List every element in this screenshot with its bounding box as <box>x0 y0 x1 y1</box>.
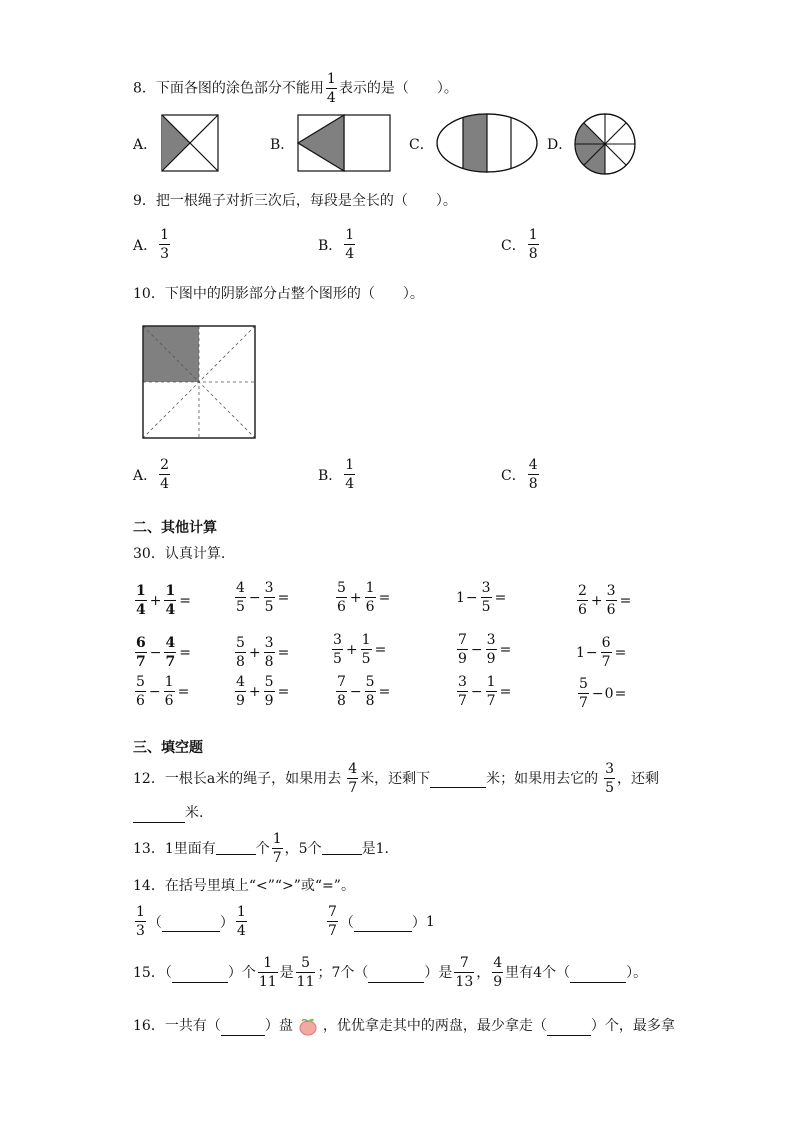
operator: + <box>149 592 162 609</box>
text: 16．一共有（ <box>133 1018 221 1034</box>
fraction-denominator: 8 <box>365 693 375 709</box>
text: 米；如果用去它的 <box>486 770 599 787</box>
calc-r1-c1 <box>133 584 192 617</box>
fraction <box>164 584 176 617</box>
fraction-denominator: 4 <box>236 923 246 939</box>
q10-stem: 10．下图中的阴影部分占整个图形的（ ）。 <box>133 286 424 302</box>
equals-sign: = <box>277 683 290 700</box>
operator: − <box>349 683 362 700</box>
operator: − <box>470 641 483 658</box>
fraction-denominator: 5 <box>605 780 615 796</box>
fraction-numerator: 3 <box>264 635 274 651</box>
option-label: C． <box>501 237 526 254</box>
text: ，还剩 <box>617 770 660 787</box>
option-label: A． <box>133 467 158 484</box>
fraction <box>601 636 612 669</box>
text: 米，还剩下 <box>360 770 431 787</box>
fraction-numerator: 3 <box>605 761 615 777</box>
fraction <box>164 636 176 669</box>
q9-option-a[interactable] <box>133 228 172 261</box>
fraction-denominator: 3 <box>136 923 145 939</box>
calc-r3-c1 <box>133 675 190 708</box>
fraction <box>492 956 503 989</box>
fraction-numerator: 3 <box>481 580 491 596</box>
text: 是1. <box>361 840 389 857</box>
fraction-numerator: 3 <box>264 580 274 596</box>
fraction <box>135 675 146 708</box>
peach-icon <box>297 1016 319 1036</box>
fraction-numerator: 2 <box>578 583 587 599</box>
q8-figure-a <box>161 114 219 172</box>
fraction-denominator: 5 <box>481 599 491 615</box>
fraction <box>159 458 170 491</box>
operator: + <box>248 683 261 700</box>
fraction-denominator: 4 <box>326 90 336 106</box>
q8-option-a-label[interactable]: A． <box>133 137 158 153</box>
calc-r1-c3 <box>334 581 391 614</box>
text: 12．一根长 <box>133 770 207 787</box>
fraction-numerator: 7 <box>458 632 467 648</box>
fraction <box>236 905 247 938</box>
fraction <box>159 228 170 261</box>
q14-compare-right <box>325 905 435 938</box>
text: 15．（ <box>133 964 172 981</box>
fraction <box>365 581 376 614</box>
fraction <box>264 675 275 708</box>
q9-option-b[interactable] <box>318 228 357 261</box>
fraction <box>481 581 492 614</box>
answer-blank[interactable] <box>216 838 256 855</box>
fraction <box>235 636 246 669</box>
q9-option-c[interactable] <box>501 228 541 261</box>
fraction <box>332 633 343 666</box>
fraction <box>454 956 474 989</box>
q10-option-b[interactable] <box>318 458 357 491</box>
fraction <box>361 633 372 666</box>
answer-blank[interactable] <box>322 838 362 855</box>
q8-figure-b <box>297 114 391 172</box>
option-label: B． <box>318 237 343 254</box>
fraction-numerator: 5 <box>136 674 145 690</box>
text: ，优优拿走其中的两盘，最少拿走（ <box>322 1018 547 1034</box>
fraction-denominator: 5 <box>264 599 274 615</box>
fraction <box>528 228 539 261</box>
fraction <box>235 675 246 708</box>
q14-stem: 14．在括号里填上“<”“>”或“=”。 <box>133 878 355 894</box>
text: ）。 <box>626 964 648 981</box>
fraction-numerator: 3 <box>333 632 342 648</box>
section2-title: 二、其他计算 <box>133 520 217 536</box>
paren-right: ） <box>411 914 426 931</box>
text: 米的绳子，如果用去 <box>215 770 342 787</box>
fraction-denominator: 7 <box>579 695 588 711</box>
fraction-denominator: 7 <box>348 780 358 796</box>
fraction <box>528 458 539 491</box>
fraction-denominator: 6 <box>136 693 145 709</box>
operator: − <box>148 683 161 700</box>
fraction-denominator: 6 <box>578 602 587 618</box>
fraction-denominator: 9 <box>458 651 467 667</box>
fraction-numerator: 1 <box>272 831 282 847</box>
fraction-numerator: 3 <box>606 583 616 599</box>
equals-sign: = <box>619 592 632 609</box>
answer-blank[interactable] <box>221 1021 265 1036</box>
fraction-denominator: 11 <box>296 974 315 990</box>
fraction-numerator: 4 <box>236 580 245 596</box>
shaded-band <box>463 113 487 173</box>
fraction <box>258 956 278 989</box>
paren-right: ） <box>219 914 234 931</box>
answer-blank[interactable] <box>133 804 185 823</box>
section2-stem: 30．认真计算. <box>133 546 226 562</box>
fraction <box>235 581 246 614</box>
operator: − <box>591 685 604 702</box>
fraction-denominator: 5 <box>236 599 245 615</box>
fraction <box>336 675 347 708</box>
fraction-numerator: 5 <box>365 674 375 690</box>
answer-blank[interactable] <box>570 968 626 983</box>
q15 <box>133 956 647 989</box>
q8-figure-c <box>436 113 538 173</box>
fraction-numerator: 4 <box>493 955 503 971</box>
calc-r3-c2 <box>233 675 290 708</box>
fraction-denominator: 7 <box>601 654 611 670</box>
fraction-numerator: 1 <box>345 457 355 473</box>
fraction <box>272 832 283 865</box>
fraction <box>486 633 497 666</box>
fraction-denominator: 8 <box>337 693 346 709</box>
fraction-numerator: 5 <box>236 635 245 651</box>
fraction-numerator: 1 <box>165 583 176 599</box>
text: ， <box>476 964 491 981</box>
equals-sign: = <box>374 641 387 658</box>
fraction-denominator: 3 <box>160 246 170 262</box>
fraction <box>344 228 355 261</box>
fraction-numerator: 4 <box>236 674 245 690</box>
whole-number: 1 <box>456 589 465 606</box>
fraction-denominator: 9 <box>264 693 274 709</box>
q14-compare-left <box>133 905 249 938</box>
whole-number: 1 <box>425 913 435 930</box>
fraction-denominator: 9 <box>493 974 503 990</box>
q12-line1 <box>133 762 659 795</box>
calc-r2-c4 <box>455 633 512 666</box>
fraction <box>577 584 588 617</box>
text: 个 <box>255 840 270 857</box>
fraction-numerator: 5 <box>296 956 316 973</box>
fraction-numerator: 1 <box>236 904 246 920</box>
fraction-denominator: 6 <box>164 693 174 709</box>
fraction-denominator: 4 <box>345 476 355 492</box>
calc-r3-c5 <box>576 677 627 710</box>
equals-sign: = <box>614 685 627 702</box>
text: ，5个 <box>284 840 322 857</box>
operator: + <box>248 644 261 661</box>
q10-option-c[interactable] <box>501 458 541 491</box>
calc-r3-c4 <box>455 675 512 708</box>
whole-number: 0 <box>604 685 614 702</box>
fraction <box>135 636 147 669</box>
q8-option-c-label[interactable]: C． <box>409 137 434 153</box>
fraction-denominator: 8 <box>528 246 538 262</box>
fraction <box>457 633 468 666</box>
fraction-numerator: 7 <box>337 674 346 690</box>
fraction-numerator: 7 <box>328 904 337 920</box>
fraction <box>486 675 497 708</box>
calc-r2-c2 <box>233 636 290 669</box>
q8-figure-d <box>574 113 636 175</box>
equals-sign: = <box>378 589 391 606</box>
equals-sign: = <box>179 592 191 609</box>
operator: − <box>585 644 598 661</box>
answer-blank[interactable] <box>172 968 228 983</box>
fraction-numerator: 3 <box>486 632 496 648</box>
q16 <box>133 1016 675 1036</box>
operator: − <box>149 644 162 661</box>
answer-blank[interactable] <box>354 917 412 932</box>
fraction-denominator: 5 <box>361 651 371 667</box>
option-label: A． <box>133 237 158 254</box>
calc-r1-c2 <box>233 581 290 614</box>
fraction-denominator: 13 <box>455 974 474 990</box>
variable-a: a <box>206 770 216 787</box>
fraction-denominator: 7 <box>458 693 467 709</box>
operator: + <box>590 592 603 609</box>
fraction-denominator: 7 <box>165 654 176 670</box>
text: 是 <box>279 964 294 981</box>
calc-r2-c1 <box>133 636 192 669</box>
option-label: B． <box>318 467 343 484</box>
paren-left: （ <box>147 914 162 931</box>
fraction-denominator: 8 <box>528 476 538 492</box>
fraction-numerator: 1 <box>528 227 538 243</box>
fraction-denominator: 9 <box>486 651 496 667</box>
fraction-denominator: 8 <box>236 654 245 670</box>
calc-r3-c3 <box>334 675 391 708</box>
fraction-numerator: 4 <box>165 635 176 651</box>
fraction-numerator: 5 <box>264 674 274 690</box>
q8-option-b-label[interactable]: B． <box>270 137 295 153</box>
fraction-denominator: 6 <box>365 599 375 615</box>
fraction-denominator: 4 <box>345 246 355 262</box>
fraction-denominator: 9 <box>236 693 245 709</box>
fraction-numerator: 1 <box>326 71 336 87</box>
fraction <box>578 677 589 710</box>
fraction-numerator: 1 <box>345 227 355 243</box>
equals-sign: = <box>499 683 512 700</box>
calc-r1-c4 <box>456 581 507 614</box>
q8-stem-post: 表示的是（ ）。 <box>338 80 458 97</box>
fraction <box>135 584 147 617</box>
equals-sign: = <box>378 683 391 700</box>
operator: − <box>470 683 483 700</box>
equals-sign: = <box>179 644 191 661</box>
fraction <box>606 584 617 617</box>
fraction <box>164 675 175 708</box>
fraction-denominator: 4 <box>165 602 176 618</box>
equals-sign: = <box>614 644 627 661</box>
q8-option-d-label[interactable]: D． <box>547 137 573 153</box>
calc-r2-c3 <box>330 633 387 666</box>
fraction <box>327 905 338 938</box>
text: ）是 <box>424 964 453 981</box>
operator: − <box>248 589 261 606</box>
fraction-numerator: 5 <box>579 676 588 692</box>
q8-stem-pre: 8．下面各图的涂色部分不能用 <box>133 80 324 97</box>
q10-option-a[interactable] <box>133 458 172 491</box>
fraction-numerator: 4 <box>348 761 358 777</box>
equals-sign: = <box>277 589 290 606</box>
fraction <box>347 762 358 795</box>
fraction-numerator: 7 <box>454 956 474 973</box>
operator: + <box>345 641 358 658</box>
section3-title: 三、填空题 <box>133 740 203 756</box>
fraction-numerator: 2 <box>160 457 170 473</box>
q8-stem <box>133 72 458 105</box>
text: 米. <box>185 805 204 821</box>
whole-number: 1 <box>576 644 585 661</box>
fraction <box>336 581 347 614</box>
equals-sign: = <box>277 644 290 661</box>
fraction-numerator: 3 <box>458 674 467 690</box>
answer-blank[interactable] <box>547 1021 591 1036</box>
equals-sign: = <box>494 589 507 606</box>
fraction <box>264 581 275 614</box>
q10-figure <box>142 325 256 439</box>
fraction-numerator: 1 <box>164 674 174 690</box>
fraction-numerator: 4 <box>528 457 538 473</box>
fraction <box>264 636 275 669</box>
fraction-denominator: 11 <box>258 974 277 990</box>
fraction-denominator: 8 <box>264 654 274 670</box>
fraction-denominator: 5 <box>333 651 342 667</box>
fraction <box>135 905 146 938</box>
text: ）个，最多拿 <box>590 1018 675 1034</box>
text: 里有4个（ <box>505 964 571 981</box>
operator: + <box>349 589 362 606</box>
fraction-numerator: 1 <box>361 632 371 648</box>
fraction-numerator: 1 <box>258 956 278 973</box>
fraction-numerator: 1 <box>160 227 170 243</box>
operator: − <box>465 589 478 606</box>
answer-blank[interactable] <box>368 968 424 983</box>
text: ）个 <box>227 964 256 981</box>
fraction-denominator: 6 <box>337 599 346 615</box>
answer-blank[interactable] <box>430 769 486 788</box>
option-label: C． <box>501 467 526 484</box>
fraction-numerator: 1 <box>136 583 146 599</box>
fraction-denominator: 7 <box>136 654 146 670</box>
fraction-denominator: 7 <box>328 923 337 939</box>
fraction-denominator: 7 <box>486 693 496 709</box>
fraction-numerator: 6 <box>136 635 146 651</box>
q13 <box>133 832 389 865</box>
text: 13．1里面有 <box>133 840 216 857</box>
calc-r2-c5 <box>576 636 627 669</box>
equals-sign: = <box>177 683 190 700</box>
text: ；7个（ <box>317 964 369 981</box>
fraction <box>344 458 355 491</box>
fraction-numerator: 1 <box>486 674 496 690</box>
fraction-denominator: 6 <box>606 602 616 618</box>
fraction-numerator: 1 <box>365 580 375 596</box>
q12-line2 <box>133 803 203 823</box>
equals-sign: = <box>499 641 512 658</box>
q8-fraction <box>326 72 337 105</box>
text: ）盘 <box>264 1018 293 1034</box>
answer-blank[interactable] <box>162 917 220 932</box>
fraction-denominator: 7 <box>272 850 282 866</box>
fraction <box>296 956 316 989</box>
q9-stem: 9．把一根绳子对折三次后，每段是全长的（ ）。 <box>133 193 457 209</box>
fraction-numerator: 1 <box>136 904 145 920</box>
fraction <box>457 675 468 708</box>
calc-r1-c5 <box>575 584 632 617</box>
fraction-denominator: 4 <box>160 476 170 492</box>
paren-left: （ <box>339 914 354 931</box>
fraction-numerator: 6 <box>601 635 611 651</box>
fraction-denominator: 4 <box>136 602 146 618</box>
fraction-numerator: 5 <box>337 580 346 596</box>
fraction <box>365 675 376 708</box>
fraction <box>604 762 615 795</box>
